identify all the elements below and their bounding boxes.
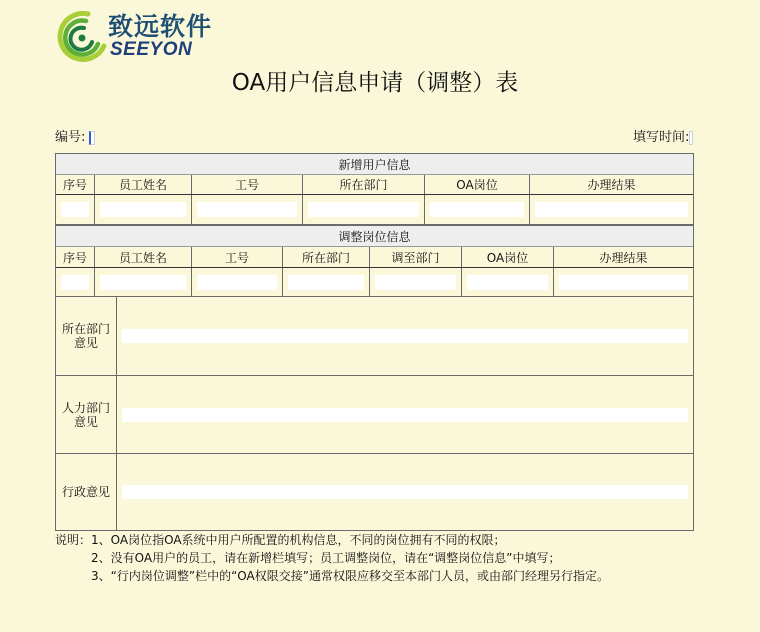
admin-opinion-label <box>56 454 117 530</box>
application-form-table <box>55 153 694 531</box>
notes-list <box>91 531 609 585</box>
label-line: 人力部门 <box>61 400 110 415</box>
notes-prefix: 说明： <box>55 533 92 547</box>
col-header-department: 所在部门 <box>283 247 370 267</box>
adjust-index-input[interactable] <box>61 275 89 290</box>
logo-chinese-name: 致远软件 <box>108 12 213 41</box>
adjust-target-department-input[interactable] <box>375 275 456 290</box>
department-opinion-label <box>56 297 117 375</box>
cell-employee-id <box>192 268 283 296</box>
col-header-index: 序号 <box>56 247 95 267</box>
cell-oa-post <box>425 195 530 224</box>
new-user-index-input[interactable] <box>61 202 89 217</box>
admin-opinion-cell <box>117 454 693 530</box>
hr-opinion-label <box>56 376 117 453</box>
note-item: 2、没有OA用户的员工，请在新增栏填写；员工调整岗位，请在“调整岗位信息”中填写； <box>91 551 561 565</box>
col-header-oa-post: OA岗位 <box>462 247 554 267</box>
label-line: 意见 <box>73 414 98 429</box>
section-title-text: 新增用户信息 <box>338 157 411 172</box>
hr-opinion-cell <box>117 376 693 453</box>
fill-time-input[interactable] <box>689 131 693 145</box>
col-header-target-department: 调至部门 <box>370 247 462 267</box>
col-header-oa-post: OA岗位 <box>425 175 530 194</box>
cell-target-department <box>370 268 462 296</box>
col-header-index: 序号 <box>56 175 95 194</box>
cell-employee <box>95 195 192 224</box>
adjust-oa-post-input[interactable] <box>467 275 548 290</box>
logo-english-name: SEEYON <box>110 39 193 60</box>
cell-employee <box>95 268 192 296</box>
cell-department <box>303 195 425 224</box>
department-opinion-input[interactable] <box>122 329 688 343</box>
col-header-employee-id: 工号 <box>192 247 283 267</box>
col-header-result: 办理结果 <box>587 178 636 192</box>
section-title-new-user <box>56 154 693 175</box>
cell-result <box>554 268 693 296</box>
label-line: 行政意见 <box>61 485 110 499</box>
new-user-input-row <box>56 195 693 225</box>
number-input[interactable] <box>89 131 95 145</box>
cell-index <box>56 195 95 224</box>
company-logo <box>55 10 220 64</box>
instructions-notes <box>55 531 609 585</box>
department-opinion-cell <box>117 297 693 375</box>
col-header-employee: 员工姓名 <box>95 175 192 194</box>
new-user-result-input[interactable] <box>535 202 688 217</box>
cell-oa-post <box>462 268 554 296</box>
page-title: OA用户信息申请（调整）表 <box>231 70 519 96</box>
cell-result <box>530 195 693 224</box>
admin-opinion-row <box>56 454 693 530</box>
new-user-header-row <box>56 175 693 195</box>
new-user-employee-input[interactable] <box>100 202 186 217</box>
label-line: 意见 <box>73 336 98 350</box>
hr-opinion-input[interactable] <box>122 408 688 422</box>
fill-time-label: 填写时间: <box>633 130 690 145</box>
adjust-input-row <box>56 268 693 297</box>
number-label: 编号: <box>55 130 86 145</box>
section-title-adjust <box>56 225 693 247</box>
adjust-employee-id-input[interactable] <box>197 275 277 290</box>
new-user-employee-id-input[interactable] <box>197 202 297 217</box>
new-user-oa-post-input[interactable] <box>430 202 524 217</box>
seeyon-swirl-icon <box>55 11 107 63</box>
adjust-department-input[interactable] <box>288 275 364 290</box>
cell-employee-id <box>192 195 303 224</box>
note-item: 3、“行内岗位调整”栏中的“OA权限交接”通常权限应移交至本部门人员，或由部门经理另行指定。 <box>91 569 609 583</box>
admin-opinion-input[interactable] <box>122 485 688 499</box>
cell-index <box>56 268 95 296</box>
adjust-employee-input[interactable] <box>100 275 186 290</box>
note-item: 1、OA岗位指OA系统中用户所配置的机构信息，不同的岗位拥有不同的权限； <box>91 533 506 547</box>
col-header-department: 所在部门 <box>303 175 425 194</box>
cell-department <box>283 268 370 296</box>
hr-opinion-row <box>56 376 693 454</box>
department-opinion-row <box>56 297 693 376</box>
new-user-department-input[interactable] <box>308 202 419 217</box>
section-title-text: 调整岗位信息 <box>338 229 411 244</box>
label-line: 所在部门 <box>61 322 110 336</box>
col-header-employee-id: 工号 <box>192 175 303 194</box>
col-header-result: 办理结果 <box>599 250 648 265</box>
col-header-employee: 员工姓名 <box>95 247 192 267</box>
adjust-result-input[interactable] <box>559 275 688 290</box>
adjust-header-row <box>56 247 693 268</box>
